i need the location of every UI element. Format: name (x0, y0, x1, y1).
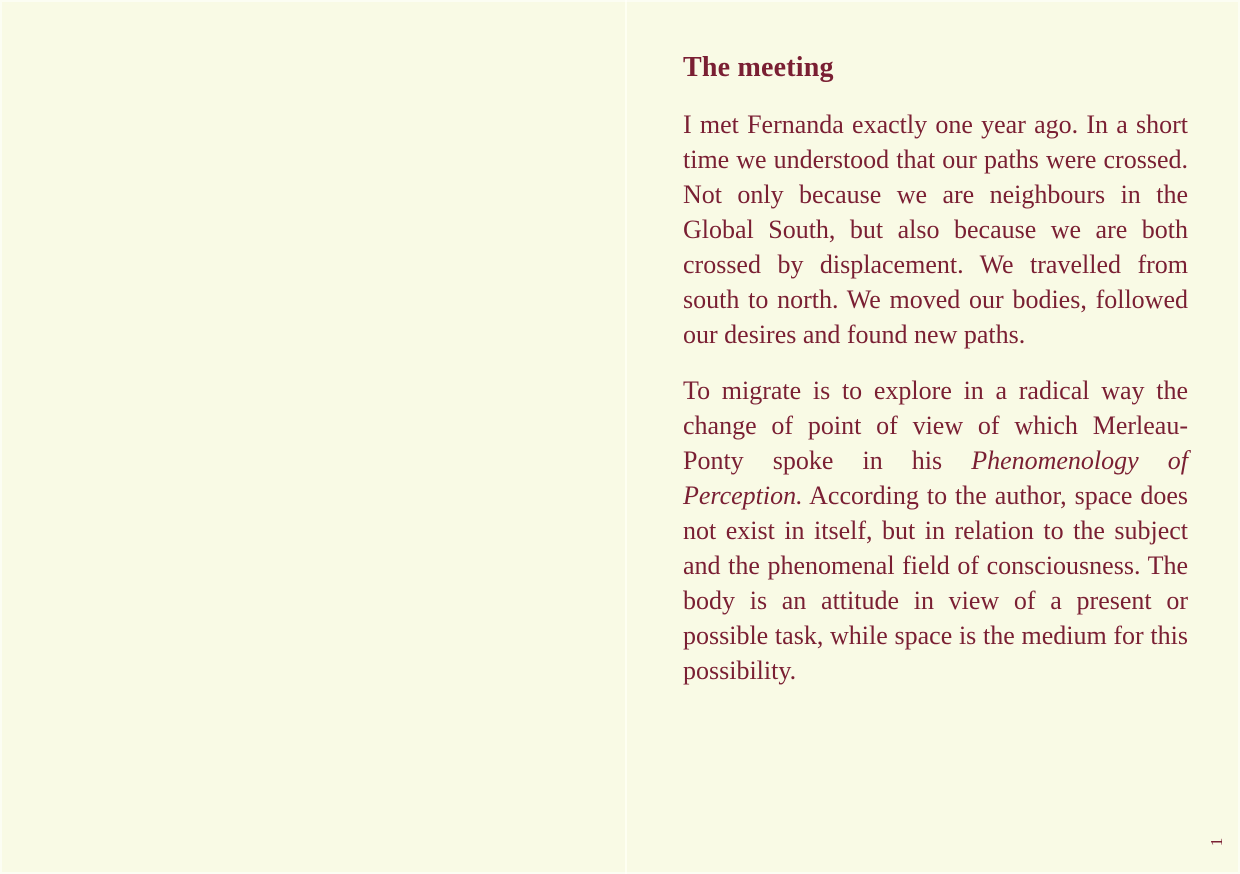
right-page (627, 0, 1240, 874)
text-column (683, 50, 1188, 709)
text-segment: According to the author, space does not exist in itself, but in relation to the subject and the phenomenal field of consciousness. The body is an attitude in view of a present or possible task, while space is the medium for this possibility. (683, 481, 1188, 685)
text-segment: I met Fernanda exactly one year ago. In a short time we understood that our paths were crossed. Not only because we are neighbours in the Global South, but also because we are both crossed by displacement. We travelled from south to north. We moved our bodies, followed our desires and found new paths. (683, 110, 1188, 349)
book-title-italic: Phenomenology of Perception. (683, 446, 1188, 510)
body-text (683, 107, 1188, 688)
paragraph (683, 373, 1188, 688)
section-heading: The meeting (683, 52, 834, 83)
text-segment: To migrate is to explore in a radical way the change of point of view of which Merleau-Ponty spoke in his (683, 376, 1188, 475)
page-number-rotated: 1 (1207, 837, 1226, 847)
paragraph (683, 107, 1188, 352)
